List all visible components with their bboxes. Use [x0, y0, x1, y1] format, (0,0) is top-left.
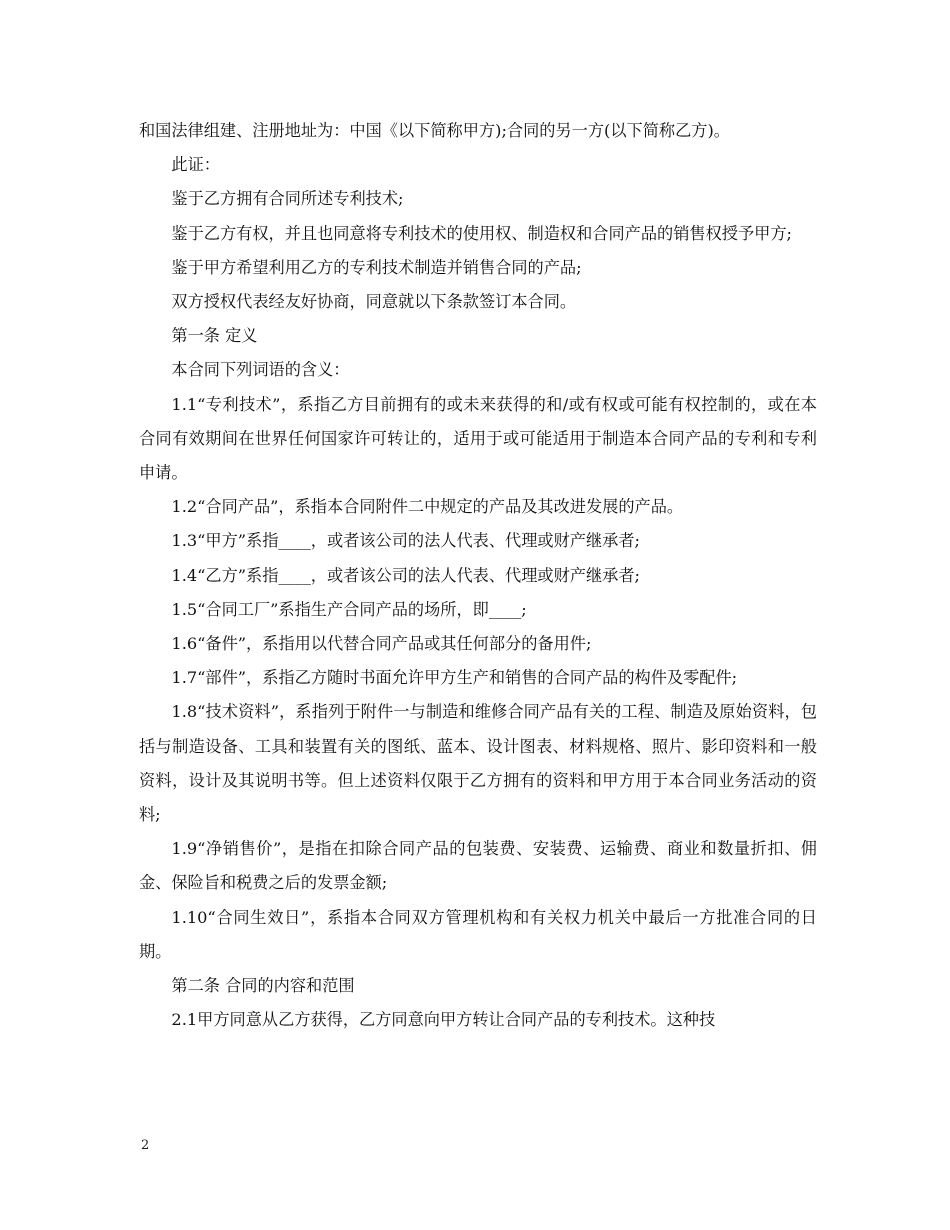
- page-number: 2: [141, 1138, 150, 1153]
- paragraph-witness: 此证：: [171, 155, 220, 175]
- paragraph-definitions-intro: 本合同下列词语的含义：: [171, 360, 350, 380]
- paragraph-whereas-2: 鉴于乙方有权，并且也同意将专利技术的使用权、制造权和合同产品的销售权授予甲方;: [171, 223, 792, 243]
- clause-2-1: 2.1甲方同意从乙方获得，乙方同意向甲方转让合同产品的专利技术。这种技: [171, 1010, 716, 1030]
- clause-1-9: 1.9“净销售价”，是指在扣除合同产品的包装费、安装费、运输费、商业和数量折扣、佣金、保险旨和税费之后的发票金额;: [139, 839, 817, 893]
- paragraph-intro-parties: 和国法律组建、注册地址为：中国《以下简称甲方);合同的另一方(以下简称乙方)。: [139, 121, 730, 140]
- clause-1-3: 1.3“甲方”系指____，或者该公司的法人代表、代理或财产继承者;: [171, 531, 641, 551]
- clause-1-6: 1.6“备件”，系指用以代替合同产品或其任何部分的备用件;: [171, 634, 592, 654]
- clause-1-2: 1.2“合同产品”，系指本合同附件二中规定的产品及其改进发展的产品。: [171, 497, 684, 517]
- paragraph-whereas-1: 鉴于乙方拥有合同所述专利技术;: [171, 189, 404, 209]
- clause-1-10: 1.10“合同生效日”，系指本合同双方管理机构和有关权力机关中最后一方批准合同的日期。: [139, 907, 817, 961]
- clause-1-4: 1.4“乙方”系指____，或者该公司的法人代表、代理或财产继承者;: [171, 565, 641, 585]
- document-body: [139, 114, 817, 1037]
- clause-1-5: 1.5“合同工厂”系指生产合同产品的场所，即____;: [171, 599, 527, 619]
- article-2-heading: 第二条 合同的内容和范围: [171, 976, 355, 996]
- clause-1-1: 1.1“专利技术”，系指乙方目前拥有的或未来获得的和/或有权或可能有权控制的，或在本合同有效期间在世界任何国家许可转让的，适用于或可能适用于制造本合同产品的专利和专利申请。: [139, 394, 817, 483]
- paragraph-agreement: 双方授权代表经友好协商，同意就以下条款签订本合同。: [171, 292, 577, 312]
- clause-1-8: 1.8“技术资料”，系指列于附件一与制造和维修合同产品有关的工程、制造及原始资料，包括与制造设备、工具和装置有关的图纸、蓝本、设计图表、材料规格、照片、影印资料和一般资料，设计及其说明书等。但上述资料仅限于乙方拥有的资料和甲方用于本合同业务活动的资料;: [139, 702, 817, 825]
- paragraph-whereas-3: 鉴于甲方希望利用乙方的专利技术制造并销售合同的产品;: [171, 257, 582, 277]
- article-1-heading: 第一条 定义: [171, 326, 258, 346]
- clause-1-7: 1.7“部件”，系指乙方随时书面允许甲方生产和销售的合同产品的构件及零配件;: [171, 668, 738, 688]
